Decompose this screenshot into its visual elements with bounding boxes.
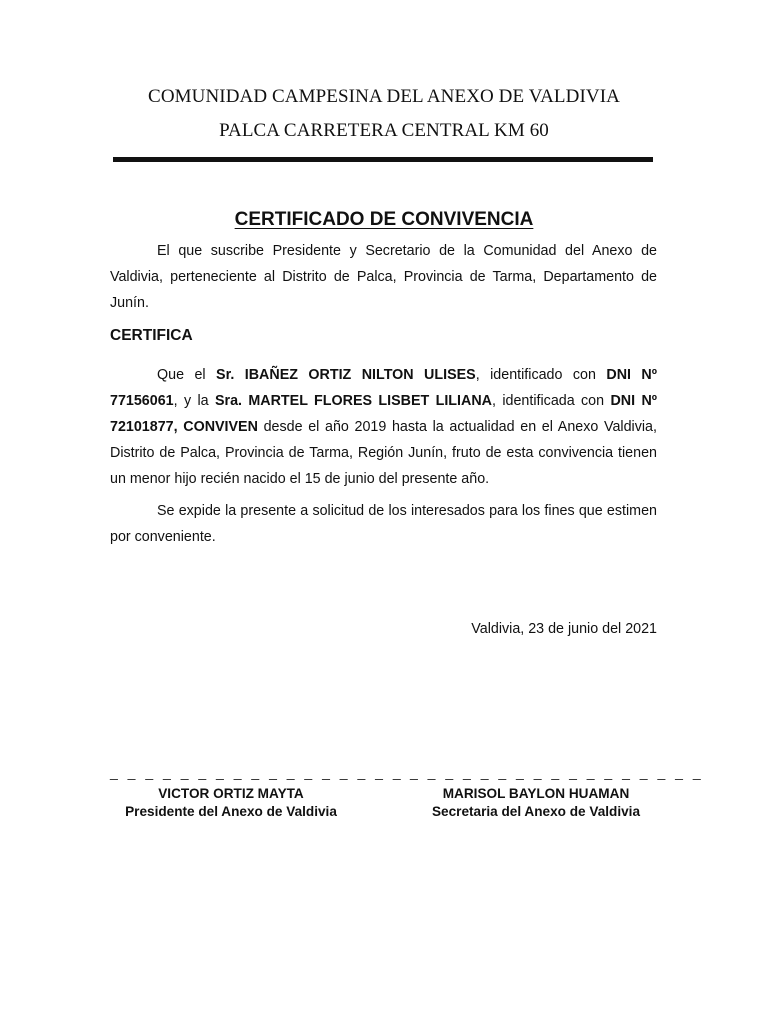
body-text-3: , y la xyxy=(173,393,215,409)
certification-paragraph xyxy=(110,362,657,492)
signature-block-secretary xyxy=(416,785,656,821)
president-role: Presidente del Anexo de Valdivia xyxy=(125,804,337,819)
closing-paragraph: Se expide la presente a solicitud de los interesados para los fines que estimen por conveniente. xyxy=(110,503,657,545)
male-dni: DNI Nº 77156061 xyxy=(110,367,657,409)
female-name: Sra. MARTEL FLORES LISBET LILIANA xyxy=(214,393,492,409)
document-title: CERTIFICADO DE CONVIVENCIA xyxy=(234,209,534,230)
header-address: PALCA CARRETERA CENTRAL KM 60 xyxy=(219,120,549,141)
signature-block-president xyxy=(110,785,352,821)
female-dni-conviven: DNI Nº 72101877, CONVIVEN xyxy=(110,393,658,435)
signature-line-right: _ _ _ _ _ _ _ _ _ _ _ _ _ _ _ _ _ xyxy=(410,764,704,780)
body-text-4: , identificada con xyxy=(492,393,611,409)
header-divider xyxy=(113,157,653,162)
secretary-name: MARISOL BAYLON HUAMAN xyxy=(442,786,630,801)
issue-date: Valdivia, 23 de junio del 2021 xyxy=(471,621,657,637)
intro-paragraph: El que suscribe Presidente y Secretario de la Comunidad del Anexo de Valdivia, perteneciente al Distrito de Palca, Provincia de Tarma, Departamento de Junín. xyxy=(110,243,657,311)
body-text-5: desde el año 2019 hasta la actualidad en el Anexo Valdivia, Distrito de Palca, Provincia de Tarma, Región Junín, fruto de esta convivencia tienen un menor hijo recién nacido el 15 de junio del presente año. xyxy=(110,419,657,487)
male-name: Sr. IBAÑEZ ORTIZ NILTON ULISES xyxy=(216,367,476,383)
certifica-heading: CERTIFICA xyxy=(110,327,193,344)
secretary-role: Secretaria del Anexo de Valdivia xyxy=(431,804,641,819)
president-name: VICTOR ORTIZ MAYTA xyxy=(158,786,304,801)
body-text-2: , identificado con xyxy=(475,367,607,383)
header-community-name: COMUNIDAD CAMPESINA DEL ANEXO DE VALDIVIA xyxy=(148,86,620,107)
signature-line-left: _ _ _ _ _ _ _ _ _ _ _ _ _ _ _ _ _ xyxy=(110,764,404,780)
body-text-1: Que el xyxy=(157,367,217,383)
